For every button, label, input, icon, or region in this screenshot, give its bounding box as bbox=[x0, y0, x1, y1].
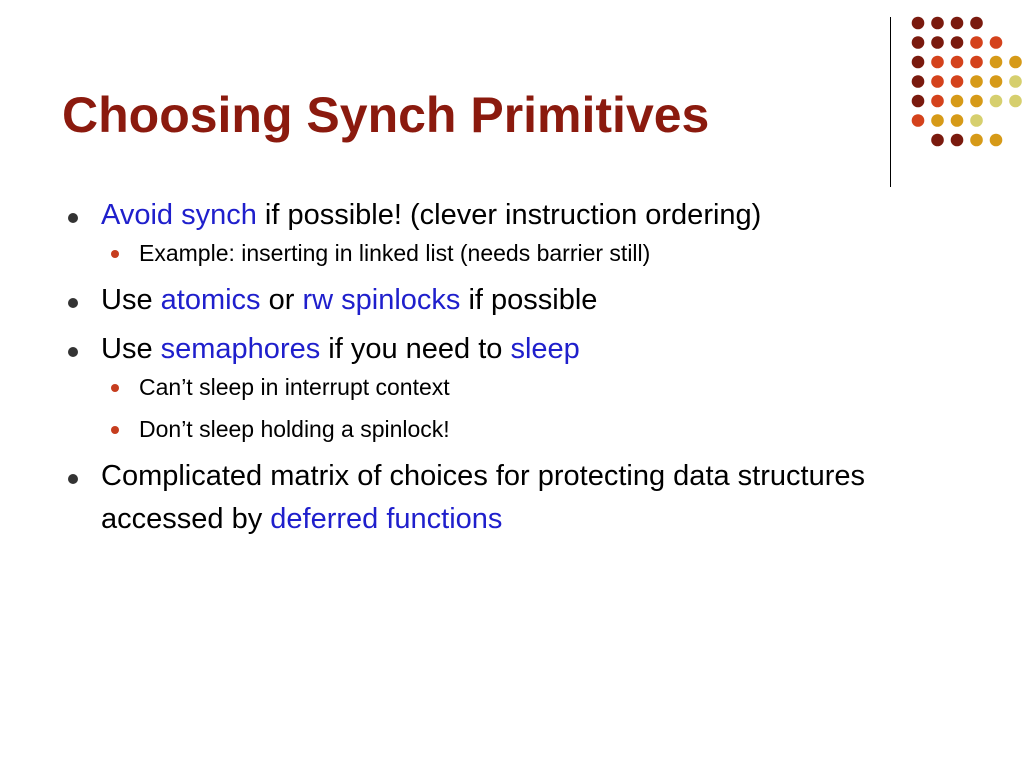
sub-bullet-marker bbox=[111, 384, 119, 392]
bullet-avoid-synch bbox=[62, 194, 962, 237]
decorative-dot bbox=[970, 17, 983, 30]
decorative-dot bbox=[931, 134, 944, 147]
decorative-dot bbox=[951, 75, 964, 88]
sub-bullet-text: Can’t sleep in interrupt context bbox=[139, 374, 450, 400]
decorative-dot bbox=[990, 75, 1003, 88]
decorative-dot bbox=[990, 134, 1003, 147]
bullet-marker bbox=[68, 474, 78, 484]
decorative-dot bbox=[931, 95, 944, 108]
decorative-dot bbox=[931, 36, 944, 49]
decorative-dot bbox=[970, 95, 983, 108]
decorative-dot bbox=[1009, 75, 1022, 88]
bullet-text: Use bbox=[101, 284, 161, 316]
decorative-dot bbox=[970, 134, 983, 147]
bullet-marker bbox=[68, 347, 78, 357]
decorative-dot bbox=[931, 75, 944, 88]
decorative-dot bbox=[912, 114, 925, 127]
bullet-marker bbox=[68, 298, 78, 308]
bullet-text: if you need to bbox=[320, 333, 511, 365]
decorative-dot bbox=[912, 75, 925, 88]
decorative-dot bbox=[912, 36, 925, 49]
bullet-use-semaphores bbox=[62, 328, 962, 371]
decorative-dot bbox=[912, 17, 925, 30]
sub-bullet-text: Example: inserting in linked list (needs barrier still) bbox=[139, 240, 651, 266]
decorative-dot bbox=[951, 17, 964, 30]
decorative-dot bbox=[970, 75, 983, 88]
decorative-dot bbox=[970, 56, 983, 69]
highlight-avoid-synch: Avoid synch bbox=[101, 199, 257, 231]
sub-bullet-spinlock-sleep bbox=[62, 413, 962, 445]
decorative-dot bbox=[990, 36, 1003, 49]
decorative-dot bbox=[1009, 56, 1022, 69]
decorative-dot bbox=[990, 95, 1003, 108]
decorative-dot bbox=[990, 56, 1003, 69]
decorative-dot bbox=[951, 134, 964, 147]
bullet-text: if possible! (clever instruction ordering) bbox=[256, 199, 762, 231]
sub-bullet-marker bbox=[111, 426, 119, 434]
decorative-dot bbox=[931, 114, 944, 127]
decorative-dot bbox=[931, 17, 944, 30]
decorative-dot bbox=[951, 56, 964, 69]
decorative-dot bbox=[951, 95, 964, 108]
decorative-dot bbox=[912, 56, 925, 69]
highlight-deferred-functions: deferred functions bbox=[270, 503, 503, 535]
bullet-text: Use bbox=[101, 333, 161, 365]
decorative-dot bbox=[951, 36, 964, 49]
sub-bullet-interrupt-context bbox=[62, 371, 962, 403]
decorative-dot bbox=[912, 95, 925, 108]
decorative-dot bbox=[951, 114, 964, 127]
decorative-dot bbox=[970, 36, 983, 49]
highlight-rw-spinlocks: rw spinlocks bbox=[302, 284, 461, 316]
slide-title: Choosing Synch Primitives bbox=[62, 87, 710, 143]
bullet-marker bbox=[68, 213, 78, 223]
highlight-semaphores: semaphores bbox=[160, 333, 321, 365]
decorative-dot bbox=[1009, 95, 1022, 108]
bullet-text: if possible bbox=[460, 284, 598, 316]
highlight-atomics: atomics bbox=[160, 284, 261, 316]
bullet-use-atomics bbox=[62, 279, 962, 322]
decorative-dot bbox=[931, 56, 944, 69]
sub-bullet-marker bbox=[111, 250, 119, 258]
decorative-dot bbox=[970, 114, 983, 127]
decorative-dot-grid bbox=[0, 0, 1024, 200]
bullet-list bbox=[62, 194, 962, 541]
highlight-sleep: sleep bbox=[510, 333, 580, 365]
bullet-complicated-matrix bbox=[62, 455, 962, 541]
sub-bullet-text: Don’t sleep holding a spinlock! bbox=[139, 416, 450, 442]
bullet-text: Complicated matrix of choices for protecting data structures accessed by bbox=[101, 460, 865, 535]
sub-bullet-linked-list-example bbox=[62, 237, 962, 269]
bullet-text: or bbox=[260, 284, 303, 316]
